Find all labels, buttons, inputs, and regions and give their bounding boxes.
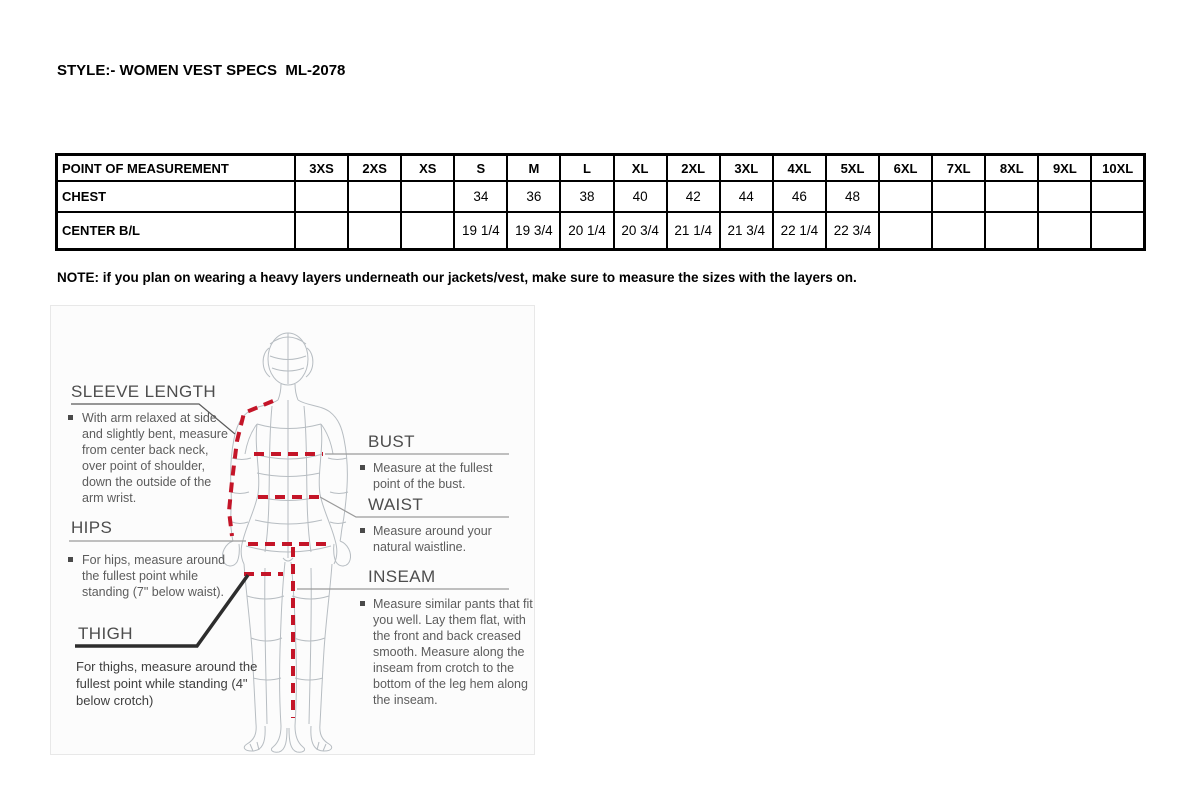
size-column-header: XS (401, 155, 454, 182)
size-value-cell (348, 212, 401, 250)
measurement-row-label: CENTER B/L (57, 212, 296, 250)
size-value-cell: 42 (667, 181, 720, 212)
size-value-cell: 20 1/4 (560, 212, 613, 250)
size-value-cell (985, 181, 1038, 212)
size-column-header: XL (614, 155, 667, 182)
bullet-square-icon (68, 415, 73, 420)
size-column-header: 7XL (932, 155, 985, 182)
bullet-square-icon (360, 465, 365, 470)
bullet-square-icon (360, 528, 365, 533)
size-column-header: 8XL (985, 155, 1038, 182)
size-column-header: 3XS (295, 155, 348, 182)
size-value-cell (879, 212, 932, 250)
waist-description: Measure around your natural waistline. (373, 524, 492, 554)
size-value-cell: 38 (560, 181, 613, 212)
measurement-row (57, 181, 1145, 212)
size-column-header: 3XL (720, 155, 773, 182)
inseam-heading: INSEAM (368, 567, 436, 586)
size-column-header: L (560, 155, 613, 182)
size-column-header: 4XL (773, 155, 826, 182)
size-column-header: M (507, 155, 560, 182)
size-value-cell: 44 (720, 181, 773, 212)
size-column-header: 2XS (348, 155, 401, 182)
measurement-diagram (50, 305, 535, 755)
bust-heading: BUST (368, 432, 415, 451)
size-value-cell (879, 181, 932, 212)
hips-description: For hips, measure around the fullest point while standing (7" below waist). (82, 553, 226, 599)
size-value-cell: 36 (507, 181, 560, 212)
size-value-cell (1038, 181, 1091, 212)
hips-heading: HIPS (71, 518, 113, 537)
size-value-cell (401, 181, 454, 212)
size-value-cell (295, 181, 348, 212)
size-value-cell: 19 1/4 (454, 212, 507, 250)
bullet-square-icon (360, 601, 365, 606)
inseam-description: Measure similar pants that fit you well. Lay them flat, with the front and back creased smooth. Measure along the inseam from crotch to the bottom of the leg hem along the inseam. (373, 597, 533, 707)
size-value-cell: 46 (773, 181, 826, 212)
size-value-cell: 20 3/4 (614, 212, 667, 250)
size-value-cell: 22 1/4 (773, 212, 826, 250)
size-column-header: 10XL (1091, 155, 1144, 182)
measurement-row (57, 212, 1145, 250)
size-value-cell (401, 212, 454, 250)
measurement-column-header: POINT OF MEASUREMENT (57, 155, 296, 182)
size-value-cell: 21 3/4 (720, 212, 773, 250)
size-column-header: S (454, 155, 507, 182)
size-value-cell (348, 181, 401, 212)
size-value-cell (295, 212, 348, 250)
size-table-header-row (57, 155, 1145, 182)
size-value-cell (932, 212, 985, 250)
size-value-cell: 21 1/4 (667, 212, 720, 250)
measurement-row-label: CHEST (57, 181, 296, 212)
thigh-description: For thighs, measure around the fullest point while standing (4" below crotch) (76, 659, 258, 708)
size-column-header: 9XL (1038, 155, 1091, 182)
size-value-cell (985, 212, 1038, 250)
size-value-cell (932, 181, 985, 212)
size-table (55, 153, 1146, 251)
size-table-body (57, 181, 1145, 250)
size-value-cell: 34 (454, 181, 507, 212)
size-value-cell: 22 3/4 (826, 212, 879, 250)
bust-description: Measure at the fullest point of the bust. (373, 461, 493, 491)
waist-heading: WAIST (368, 495, 424, 514)
thigh-heading: THIGH (78, 624, 133, 643)
size-value-cell: 40 (614, 181, 667, 212)
size-column-header: 6XL (879, 155, 932, 182)
size-value-cell (1038, 212, 1091, 250)
size-value-cell: 19 3/4 (507, 212, 560, 250)
sleeve-length-description: With arm relaxed at side and slightly bent, measure from center back neck, over point of shoulder, down the outside of the arm wrist. (82, 411, 228, 505)
size-value-cell (1091, 212, 1144, 250)
size-value-cell: 48 (826, 181, 879, 212)
note-text: NOTE: if you plan on wearing a heavy layers underneath our jackets/vest, make sure to measure the sizes with the layers on. (57, 270, 857, 285)
size-column-header: 2XL (667, 155, 720, 182)
size-column-header: 5XL (826, 155, 879, 182)
page-title: STYLE:- WOMEN VEST SPECS ML-2078 (57, 62, 346, 79)
bullet-square-icon (68, 557, 73, 562)
size-value-cell (1091, 181, 1144, 212)
sleeve-length-heading: SLEEVE LENGTH (71, 382, 217, 401)
